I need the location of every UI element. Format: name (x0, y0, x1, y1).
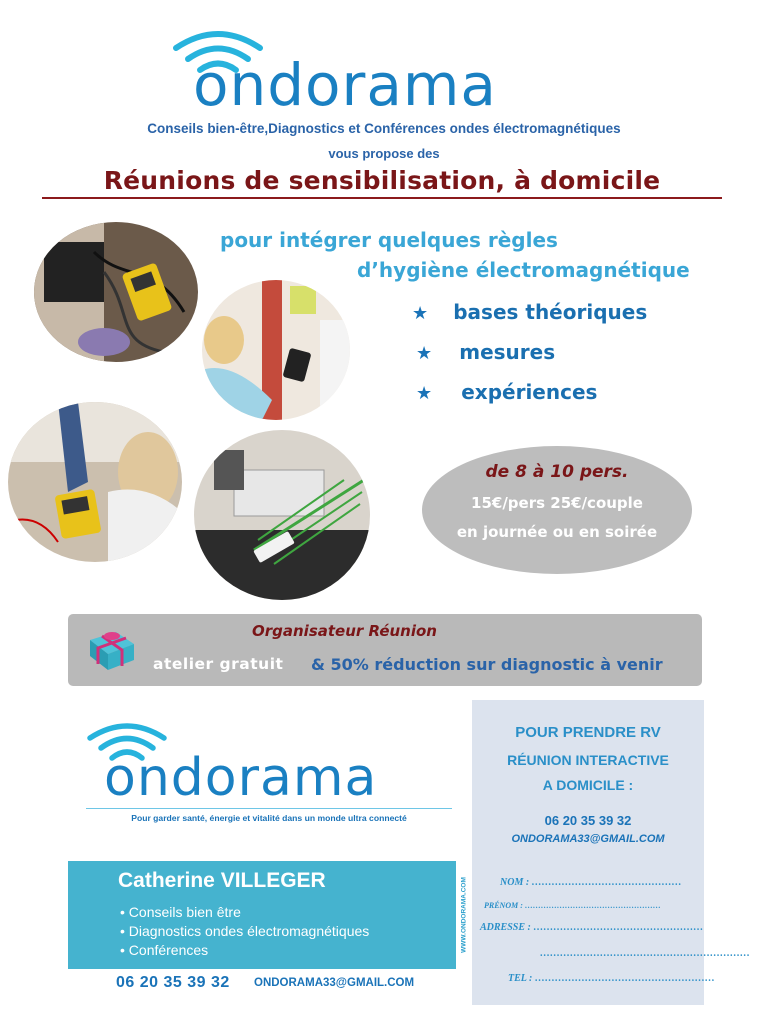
field-adresse[interactable]: ADRESSE : …………………………………………… (480, 922, 704, 933)
field-prenom[interactable]: PRÉNOM : …………………………………………… (484, 901, 661, 910)
gift-icon (86, 624, 138, 672)
photo-antenna-printer (194, 430, 370, 600)
offer-price: 15€/pers 25€/couple (471, 494, 643, 512)
card-tagline: Pour garder santé, énergie et vitalité dans un monde ultra connecté (131, 813, 407, 823)
card-email: ONDORAMA33@GMAIL.COM (254, 977, 415, 989)
organiser-discount: & 50% réduction sur diagnostic à venir (311, 655, 663, 674)
intro-propose: vous propose des (328, 146, 440, 161)
list-item: ★ bases théoriques (412, 300, 648, 324)
star-icon: ★ (412, 303, 429, 324)
rdv-line-3: A DOMICILE : (542, 777, 634, 793)
card-website: WWW.ONDORAMA.COM (456, 861, 472, 969)
star-icon: ★ (416, 343, 433, 364)
rdv-title: POUR PRENDRE RV (515, 724, 661, 741)
field-adresse-2[interactable]: ……………………………………………………… (540, 948, 750, 959)
organiser-title: Organisateur Réunion (252, 622, 437, 640)
rdv-email: ONDORAMA33@GMAIL.COM (511, 833, 665, 845)
rdv-phone: 06 20 35 39 32 (544, 813, 632, 828)
offer-group-size: de 8 à 10 pers. (485, 462, 629, 482)
photo-meter-cables (34, 222, 198, 362)
field-nom[interactable]: NOM : ……………………………………… (500, 877, 682, 888)
divider (86, 808, 452, 809)
star-icon: ★ (416, 383, 433, 404)
card-logo: ondorama (104, 748, 378, 808)
field-tel[interactable]: TEL : ……………………………………………… (508, 973, 715, 984)
list-item: ★ mesures (416, 340, 556, 364)
offer-when: en journée ou en soirée (456, 523, 658, 541)
intro-line-2: d’hygiène électromagnétique (357, 258, 690, 282)
card-phone: 06 20 35 39 32 (116, 974, 230, 991)
service-item: • Conseils bien être (120, 904, 241, 920)
service-item: • Conférences (120, 942, 209, 958)
rdv-line-2: RÉUNION INTERACTIVE (507, 752, 669, 768)
list-item: ★ expériences (416, 380, 598, 404)
page-title: Réunions de sensibilisation, à domicile (42, 166, 722, 199)
brand-tagline: Conseils bien-être,Diagnostics et Conférences ondes électromagnétiques (147, 121, 621, 136)
appointment-panel (472, 700, 704, 1005)
photo-woman-meter (202, 280, 350, 420)
brand-logo: ondorama (193, 51, 497, 119)
organiser-free: atelier gratuit (153, 655, 284, 673)
contact-name: Catherine VILLEGER (118, 869, 326, 892)
service-item: • Diagnostics ondes électromagnétiques (120, 923, 370, 939)
photo-group-measure (8, 402, 182, 562)
intro-line-1: pour intégrer quelques règles (220, 228, 558, 252)
